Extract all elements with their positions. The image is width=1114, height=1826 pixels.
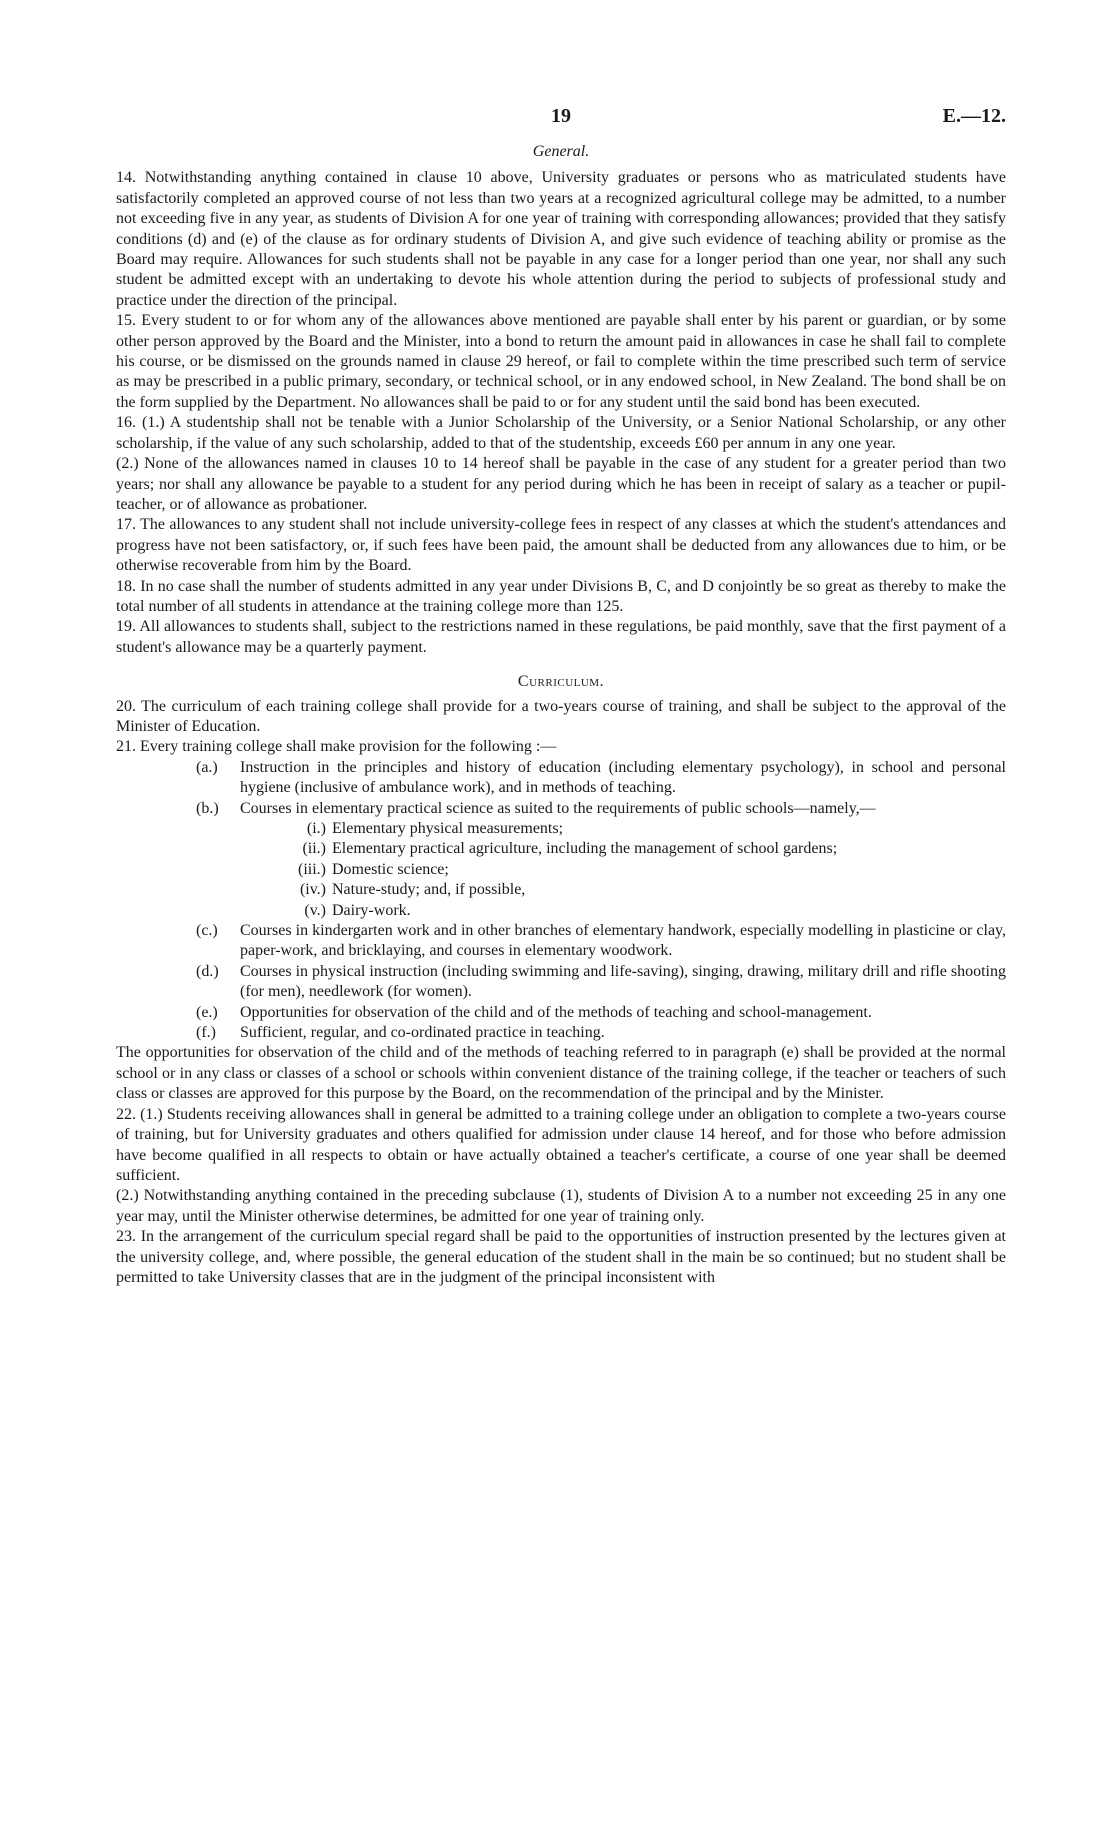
- paragraph: The opportunities for observation of the child and of the methods of teaching referred to in paragraph (e) shall be provided at the normal school or in any class or classes of a school or schools within convenient distance of the training college, if the teacher or teachers of such class or classes are approved for this purpose by the Board, on the recommendation of the principal and by the Minister.: [116, 1044, 1006, 1103]
- list-item-text: Courses in physical instruction (including swimming and life-saving), singing, drawing, military drill and rifle shooting (for men), needlework (for women).: [240, 962, 1006, 1001]
- list-item: [116, 921, 1006, 962]
- list-marker: (iii.): [298, 860, 326, 878]
- list-marker: (ii.): [302, 840, 326, 858]
- list-item: [116, 799, 1006, 819]
- paragraph: (2.) Notwithstanding anything contained in the preceding subclause (1), students of Division A to a number not exceeding 25 in any one year may, until the Minister otherwise determines, be admitted for one year of training only.: [116, 1187, 1006, 1225]
- list-item-text: Elementary practical agriculture, including the management of school gardens;: [332, 840, 838, 858]
- list-item-text: Sufficient, regular, and co-ordinated practice in teaching.: [240, 1024, 605, 1042]
- list-item: [116, 1023, 1006, 1043]
- list-marker: (f.): [196, 1024, 216, 1042]
- sub-list-item: [116, 901, 1006, 921]
- list-item-text: Courses in kindergarten work and in other branches of elementary handwork, especially modelling in plasticine or clay, paper-work, and bricklaying, and courses in elementary woodwork.: [240, 922, 1006, 960]
- paragraph: 15. Every student to or for whom any of the allowances above mentioned are payable shall enter by his parent or guardian, or by some other person approved by the Board and the Minister, into a bond to return the amount paid in allowances in case he shall fail to complete his course, or be dismissed on the grounds named in clause 29 hereof, or fail to complete within the time prescribed such term of service as may be prescribed in a public primary, secondary, or technical school, or in any endowed school, in New Zealand. The bond shall be on the form supplied by the Department. No allowances shall be paid to or for any student until the said bond has been executed.: [116, 312, 1006, 411]
- list-item-text: Nature-study; and, if possible,: [332, 881, 526, 899]
- list-marker: (c.): [196, 922, 218, 940]
- list-marker: (iv.): [299, 881, 326, 899]
- list-marker: (v.): [304, 901, 326, 919]
- paragraph: 14. Notwithstanding anything contained in clause 10 above, University graduates or persons who as matriculated students have satisfactorily completed an approved course of not less than two years at a recognized agricultural college may be admitted, to a number not exceeding five in any year, as students of Division A for one year of training with corresponding allowances; provided that they satisfy conditions (d) and (e) of the clause as for ordinary students of Division A, and give such evidence of teaching ability or promise as the Board may require. Allowances for such students shall not be payable in any case for a longer period than one year, nor shall any such student be admitted except with an undertaking to devote his whole attention during the period to subjects of professional study and practice under the direction of the principal.: [116, 169, 1006, 309]
- paragraph: 16. (1.) A studentship shall not be tenable with a Junior Scholarship of the University, or a Senior National Scholarship, or any other scholarship, if the value of any such scholarship, added to that of the studentship, exceeds £60 per annum in any one year.: [116, 414, 1006, 452]
- sub-list-item: [116, 880, 1006, 900]
- paragraph: 19. All allowances to students shall, subject to the restrictions named in these regulations, be paid monthly, save that the first payment of a student's allowance may be a quarterly payment.: [116, 618, 1006, 656]
- document-page: [116, 100, 1006, 1288]
- sub-list-item: [116, 819, 1006, 839]
- section-heading: Curriculum.: [517, 673, 605, 691]
- list-item-text: Elementary physical measurements;: [332, 820, 564, 837]
- series-reference: E.—12.: [942, 105, 1006, 127]
- list-item-text: Instruction in the principles and history of education (including elementary psychology), in school and personal hygiene (inclusive of ambulance work), and in methods of teaching.: [240, 758, 1006, 797]
- paragraph: 18. In no case shall the number of students admitted in any year under Divisions B, C, and D conjointly be so great as thereby to make the total number of all students in attendance at the training college more than 125.: [116, 577, 1006, 615]
- paragraph: 20. The curriculum of each training college shall provide for a two-years course of training, and shall be subject to the approval of the Minister of Education.: [116, 697, 1006, 735]
- list-item: [116, 962, 1006, 1003]
- paragraph: 21. Every training college shall make provision for the following :—: [116, 738, 557, 756]
- list-item: [116, 758, 1006, 799]
- list-item-text: Opportunities for observation of the child and of the methods of teaching and school-management.: [240, 1003, 872, 1021]
- document-body: [116, 142, 1006, 1288]
- list-marker: (i.): [306, 820, 326, 837]
- list-item-text: Courses in elementary practical science as suited to the requirements of public schools—namely,—: [240, 799, 876, 817]
- list-item-text: Dairy-work.: [332, 901, 411, 919]
- paragraph: (2.) None of the allowances named in clauses 10 to 14 hereof shall be payable in the case of any student for a greater period than two years; nor shall any allowance be payable to a student for any period during which he has been in receipt of salary as a teacher or pupil-teacher, or of allowance as probationer.: [116, 455, 1006, 513]
- list-marker: (a.): [196, 758, 218, 776]
- sub-list-item: [116, 839, 1006, 859]
- paragraph: 23. In the arrangement of the curriculum special regard shall be paid to the opportunities of instruction presented by the lectures given at the university college, and, where possible, the general education of the student shall in the main be so continued; but no student shall be permitted to take University classes that are in the judgment of the principal inconsistent with: [116, 1228, 1006, 1286]
- section-heading: General.: [532, 143, 590, 160]
- sub-list-item: [116, 860, 1006, 880]
- list-item-text: Domestic science;: [332, 860, 449, 878]
- list-marker: (b.): [196, 799, 219, 817]
- list-item: [116, 1003, 1006, 1023]
- page-header: [116, 100, 1006, 130]
- page-number: 19: [551, 105, 571, 127]
- list-marker: (e.): [196, 1003, 218, 1021]
- paragraph: 22. (1.) Students receiving allowances shall in general be admitted to a training college under an obligation to complete a two-years course of training, but for University graduates and others qualified for admission under clause 14 hereof, and for those who before admission have become qualified in all respects to obtain or have actually obtained a teacher's certificate, a course of one year shall be deemed sufficient.: [116, 1105, 1006, 1184]
- list-marker: (d.): [196, 962, 219, 980]
- paragraph: 17. The allowances to any student shall not include university-college fees in respect of any classes at which the student's attendances and progress have not been satisfactory, or, if such fees have been paid, the amount shall be deducted from any allowances due to him, or be otherwise recoverable from him by the Board.: [116, 516, 1006, 575]
